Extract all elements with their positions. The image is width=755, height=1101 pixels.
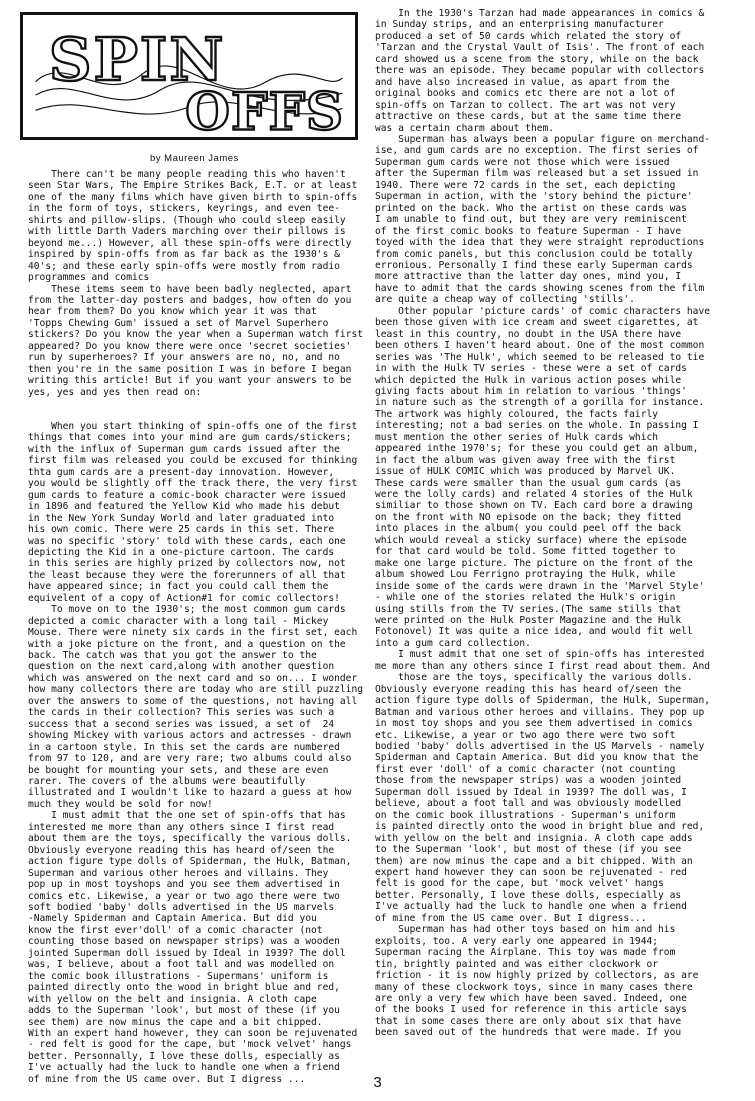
- text-line: equivelent of a copy of Action#1 for comic collectors!: [28, 592, 340, 604]
- text-line: in with the Hulk TV series - these were a set of cards: [375, 363, 687, 375]
- text-line: depicting the Kid in a one-picture cartoon. The cards: [28, 546, 335, 558]
- text-line: comics etc. Likewise, a year or two ago there were two: [28, 890, 340, 902]
- page-number: 3: [373, 1074, 382, 1091]
- text-line: programmes and comics: [28, 272, 150, 284]
- text-line: Fotonovel) It was quite a nice idea, and would fit well: [375, 626, 693, 638]
- text-line: me more than any others since I first read about them. And: [375, 660, 711, 672]
- text-line: those from the newspaper strips) was a wooden jointed: [375, 775, 682, 787]
- text-line: believe, about a foot tall and was obviously modelled: [375, 798, 682, 810]
- text-line: there was an episode. They became popular with collectors: [375, 65, 705, 77]
- text-line: were the lolly cards) and related 4 stories of the Hulk: [375, 489, 693, 501]
- text-line: soft bodied 'baby' dolls advertised in the US marvels: [28, 902, 335, 913]
- text-line: question on the next card,along with another question: [28, 661, 335, 673]
- text-line: about them are the toys, specifically the various dolls.: [28, 833, 352, 845]
- text-line: be bought for mounting your sets, and these are even: [28, 764, 329, 776]
- text-line: in this series are highly prized by collectors now, not: [28, 558, 346, 570]
- text-line: produced a set of 50 cards which related the story of: [375, 30, 682, 42]
- text-line: series was 'The Hulk', which seemed to be released to tie: [375, 351, 705, 363]
- text-line: into places in the album( you could peel off the back: [375, 523, 682, 535]
- text-line: bodied 'baby' dolls advertised in the US Marvels - namely: [375, 741, 705, 752]
- text-line: 'Topps Chewing Gum' issued a set of Marvel Superhero: [28, 317, 329, 329]
- text-line: in a cartoon style. In this set the cards are numbered: [28, 741, 340, 753]
- text-line: action figure type dolls of Spiderman, the Hulk, Superman,: [375, 695, 711, 707]
- text-line: been those given with ice cream and sweet cigarettes, at: [375, 317, 699, 329]
- text-line: were printed on the Hulk Poster Magazine and the Hulk: [375, 615, 682, 627]
- text-line: of mine from the US came over. But I digress ...: [28, 1073, 306, 1085]
- text-line: 1940. There were 72 cards in the set, each depicting: [375, 179, 676, 191]
- text-line: When you start thinking of spin-offs one of the first: [28, 420, 358, 432]
- text-line: run by superheroes? If your answers are no, no, and no: [28, 352, 340, 364]
- text-line: illustrated and I wouldn't like to hazard a guess at how: [28, 787, 352, 799]
- text-line: with the influx of Superman gum cards issued after the: [28, 443, 340, 455]
- text-line: 40's; and these early spin-offs were mostly from radio: [28, 260, 340, 272]
- text-line: of the first comic books to feature Superman - I have: [375, 225, 682, 237]
- text-line: Superman has had other toys based on him and his: [375, 924, 676, 936]
- text-line: Obviously everyone reading this has heard of/seen the: [28, 844, 335, 856]
- text-line: are only a very few which have been saved. Indeed, one: [375, 992, 687, 1004]
- text-line: in Sunday strips, and an enterprising manufacturer: [375, 19, 664, 31]
- text-line: success that a second series was issued, a set of 24: [28, 718, 335, 730]
- text-line: is painted directly onto the wood in bright blue and red,: [375, 821, 705, 833]
- text-line: With an expert hand however, they can soon be rejuvenated: [28, 1027, 358, 1039]
- text-line: issue of HULK COMIC which was produced by Marvel UK.: [375, 466, 676, 478]
- text-line: action figure type dolls of Spiderman, the Hulk, Batman,: [28, 856, 352, 868]
- text-line: These cards were smaller than the usual gum cards (as: [375, 477, 682, 489]
- text-line: [28, 410, 368, 421]
- text-line: These items seem to have been badly neglected, apart: [28, 283, 352, 295]
- text-line: much they would be sold for now!: [28, 798, 213, 810]
- logo-word-spin: SPIN: [48, 24, 226, 94]
- text-line: toyed with the idea that they were straight reproductions: [375, 237, 705, 249]
- text-line: I've actually had the luck to handle one when a friend: [28, 1062, 340, 1074]
- text-line: erronious. Personally I find these early Superman cards: [375, 259, 693, 271]
- text-line: back. The catch was that you got the answer to the: [28, 650, 317, 662]
- text-line: which would reveal a sticky surface) where the episode: [375, 534, 687, 546]
- text-line: the least because they were the forerunners of all that: [28, 569, 346, 581]
- text-line: - red felt is good for the cape, but 'mock velvet' hangs: [28, 1039, 352, 1051]
- text-line: more attractive than the latter day ones, mind you, I: [375, 271, 682, 283]
- text-line: that in some cases there are only about six that have: [375, 1015, 682, 1027]
- text-line: album showed Lou Ferrigno protraying the Hulk, while: [375, 569, 676, 581]
- text-line: inside some of the cards were drawn in the 'Marvel Style': [375, 580, 705, 592]
- text-line: - while one of the stories related the Hulk's origin: [375, 592, 676, 604]
- text-line: was no specific 'story' told with these cards, each one: [28, 535, 346, 547]
- text-line: Spiderman and Captain America. But did you know that the: [375, 752, 699, 764]
- text-line: using stills from the TV series.(The same stills that: [375, 603, 682, 615]
- text-line: [28, 398, 368, 409]
- text-line: must mention the other series of Hulk cards which: [375, 431, 659, 443]
- text-line: seen Star Wars, The Empire Strikes Back, E.T. or at least: [28, 180, 358, 192]
- text-line: Superman racing the Airplane. This toy was made from: [375, 947, 676, 959]
- text-line: tin, brightly painted and was either clockwork or: [375, 958, 659, 970]
- text-line: Batman and various other heroes and villains. They pop up: [375, 706, 705, 718]
- text-line: know the first ever'doll' of a comic character (not: [28, 924, 323, 936]
- text-line: To move on to the 1930's; the most common gum cards: [28, 604, 346, 616]
- text-line: been saved out of the hundreds that were made. If you: [375, 1027, 682, 1039]
- column-left: [28, 169, 368, 1085]
- text-line: his own comic. There were 25 cards in this set. There: [28, 524, 335, 536]
- text-line: with yellow on the belt and insignia. A cloth cape: [28, 993, 317, 1005]
- text-line: in most toy shops and you see them advertised in comics: [375, 718, 693, 730]
- text-line: from the latter-day posters and badges, how often do you: [28, 294, 352, 306]
- text-line: of mine from the US came over. But I digress...: [375, 912, 647, 924]
- text-line: giving facts about him in relation to various 'things': [375, 385, 687, 397]
- text-line: There can't be many people reading this who haven't: [28, 169, 346, 180]
- text-line: depicted a comic character with a long tail - Mickey: [28, 615, 329, 627]
- text-line: in the form of toys, stickers, keyrings, and even tee-: [28, 203, 340, 215]
- text-line: printed on the back. Who the artist on these cards was: [375, 202, 687, 214]
- text-line: Mouse. There were ninety six cards in the first set, each: [28, 627, 358, 639]
- text-line: first ever 'doll' of a comic character (not counting: [375, 763, 676, 775]
- text-line: 'Tarzan and the Crystal Vault of Isis'. The front of each: [375, 42, 705, 54]
- text-line: Superman doll issued by Ideal in 1939? The doll was, I: [375, 786, 687, 798]
- text-line: appeared? Do you know there were once 'secret societies': [28, 340, 352, 352]
- text-line: better. Personnally, I love these dolls, especially as: [28, 1050, 340, 1062]
- text-line: was a certain charm about them.: [375, 122, 555, 134]
- text-line: then you're in the same position I was in before I began: [28, 363, 352, 375]
- text-line: In the 1930's Tarzan had made appearances in comics &: [375, 8, 705, 19]
- text-line: The artwork was highly coloured, the facts fairly: [375, 408, 659, 420]
- text-line: Superman and various other heroes and villains. They: [28, 867, 329, 879]
- logo-word-offs: OFFS: [185, 82, 345, 137]
- text-line: ise, and gum cards are no exception. The first series of: [375, 145, 699, 157]
- text-line: with yellow on the belt and insignia. A cloth cape adds: [375, 832, 693, 844]
- text-line: showing Mickey with various actors and actresses - drawn: [28, 730, 352, 742]
- text-line: you would be slightly off the track there, the very first: [28, 478, 358, 490]
- text-line: etc. Likewise, a year or two ago there were two soft: [375, 729, 676, 741]
- text-line: first film was released you could be excused for thinking: [28, 455, 358, 467]
- text-line: interesting; not a bad series on the whole. In passing I: [375, 420, 699, 432]
- text-line: Obviously everyone reading this has heard of/seen the: [375, 683, 682, 695]
- text-line: with a joke picture on the front, and a question on the: [28, 638, 346, 650]
- text-line: on the front with NO episode on the back; they fitted: [375, 511, 682, 523]
- text-line: jointed Superman doll issued by Ideal in 1939? The doll: [28, 947, 346, 959]
- text-line: gum cards to feature a comic-book character were issued: [28, 489, 346, 501]
- text-line: pop up in most toyshops and you see them advertised in: [28, 879, 340, 891]
- text-line: beyond me...) However, all these spin-offs were directly: [28, 237, 352, 249]
- text-line: yes, yes and yes then read on:: [28, 386, 202, 398]
- column-right: [375, 8, 740, 1039]
- text-line: rarer. The covers of the albums were beautifully: [28, 776, 306, 788]
- text-line: Superman in action, with the 'story behind the picture': [375, 191, 693, 203]
- text-line: them) are now minus the cape and a bit chipped. With an: [375, 855, 693, 867]
- text-line: Superman gum cards were not those which were issued: [375, 156, 670, 168]
- text-line: the comic book illustrations - Supermans' uniform is: [28, 970, 329, 982]
- text-line: and have also increased in value, as apart from the: [375, 76, 670, 88]
- text-line: in 1896 and featured the Yellow Kid who made his debut: [28, 501, 340, 513]
- text-line: exploits, too. A very early one appeared in 1944;: [375, 935, 659, 947]
- text-line: see them) are now minus the cape and a bit chipped.: [28, 1016, 323, 1028]
- text-line: better. Personally, I love these dolls, especially as: [375, 889, 682, 901]
- text-line: in fact the album was given away free with the first: [375, 454, 676, 466]
- text-line: the cards in their collection? This series was such a: [28, 707, 335, 719]
- text-line: over the answers to some of the questions, not having all: [28, 695, 358, 707]
- text-line: I am unable to find out, but they are very reminiscent: [375, 214, 687, 226]
- text-line: in the New York Sunday World and later graduated into: [28, 512, 335, 524]
- text-line: appeared inthe 1970's; for these you could get an album,: [375, 443, 699, 455]
- text-line: one of the many films which have given birth to spin-offs: [28, 191, 358, 203]
- text-line: inspired by spin-offs from as far back as the 1930's &: [28, 249, 340, 261]
- text-line: make one large picture. The picture on the front of the: [375, 557, 693, 569]
- text-line: from 97 to 120, and are very rare; two albums could also: [28, 753, 352, 765]
- text-line: I must admit that the one set of spin-offs that has: [28, 810, 346, 822]
- text-line: with little Darth Vaders marching over their pillows is: [28, 226, 346, 238]
- text-line: -Namely Spiderman and Captain America. But did you: [28, 913, 317, 925]
- text-line: Other popular 'picture cards' of comic characters have: [375, 305, 711, 317]
- text-line: counting those based on newspaper strips) was a wooden: [28, 936, 340, 948]
- text-line: interested me more than any others since I first read: [28, 821, 335, 833]
- text-line: original books and comics etc there are not a lot of: [375, 88, 676, 100]
- text-line: which was answered on the next card and so on... I wonder: [28, 672, 358, 684]
- text-line: many of these clockwork toys, since in many cases there: [375, 981, 693, 993]
- text-line: things that comes into your mind are gum cards/stickers;: [28, 432, 352, 444]
- text-line: expert hand however they can soon be rejuvenated - red: [375, 866, 687, 878]
- text-line: for that card would be told. Some fitted together to: [375, 546, 676, 558]
- text-line: friction - it is now highly prized by collectors, as are: [375, 970, 699, 982]
- text-line: after the Superman film was released but a set issued in: [375, 168, 699, 180]
- text-line: painted directly onto the wood in bright blue and red,: [28, 982, 340, 994]
- text-line: writing this article! But if you want your answers to be: [28, 375, 352, 387]
- text-line: spin-offs on Tarzan to collect. The art was not very: [375, 99, 676, 111]
- text-line: have to admit that the cards showing scenes from the film: [375, 282, 705, 294]
- text-line: been others I haven't heard about. One of the most common: [375, 340, 705, 352]
- text-line: least in this country, no doubt in the USA there have: [375, 328, 682, 340]
- text-line: I must admit that one set of spin-offs has interested: [375, 649, 705, 661]
- text-line: I've actually had the luck to handle one when a friend: [375, 901, 687, 913]
- spin-offs-logo: [20, 12, 358, 140]
- text-line: stickers? Do you know the year when a Superman watch first: [28, 329, 364, 341]
- text-line: to the Superman 'look', but most of these (if you see: [375, 844, 682, 856]
- text-line: Superman has always been a popular figure on merchand-: [375, 133, 711, 145]
- text-line: which depicted the Hulk in various action poses while: [375, 374, 682, 386]
- text-line: thta gum cards are a present-day innovation. However,: [28, 466, 335, 478]
- text-line: adds to the Superman 'look', but most of these (if you: [28, 1005, 340, 1017]
- text-line: shirts and pillow-slips. (Though who could sleep easily: [28, 214, 346, 226]
- text-line: similiar to those shown on TV. Each card bore a drawing: [375, 500, 693, 512]
- text-line: those are the toys, specifically the various dolls.: [375, 672, 693, 684]
- text-line: attractive on these cards, but at the same time there: [375, 111, 682, 123]
- text-line: felt is good for the cape, but 'mock velvet' hangs: [375, 878, 664, 890]
- spin-offs-logo-art: [23, 15, 355, 137]
- text-line: have appeared since; in fact you could call them the: [28, 581, 329, 593]
- text-line: was, I believe, about a foot tall and was modelled on: [28, 959, 335, 971]
- text-line: from comic panels, but this conclusion could be totally: [375, 248, 693, 260]
- text-line: are quite a cheap way of collecting 'stills'.: [375, 294, 635, 306]
- text-line: of the books I used for reference in this article says: [375, 1004, 687, 1016]
- text-line: in nature such as the strength of a gorilla for instance.: [375, 397, 705, 409]
- text-line: hear from them? Do you know which year it was that: [28, 306, 317, 318]
- text-line: into a gum card collection.: [375, 637, 531, 649]
- text-line: how many collectors there are today who are still puzzling: [28, 684, 364, 696]
- byline: by Maureen James: [150, 153, 239, 164]
- text-line: on the comic book illustrations - Superman's uniform: [375, 809, 676, 821]
- text-line: card showed us a scene from the story, while on the back: [375, 53, 699, 65]
